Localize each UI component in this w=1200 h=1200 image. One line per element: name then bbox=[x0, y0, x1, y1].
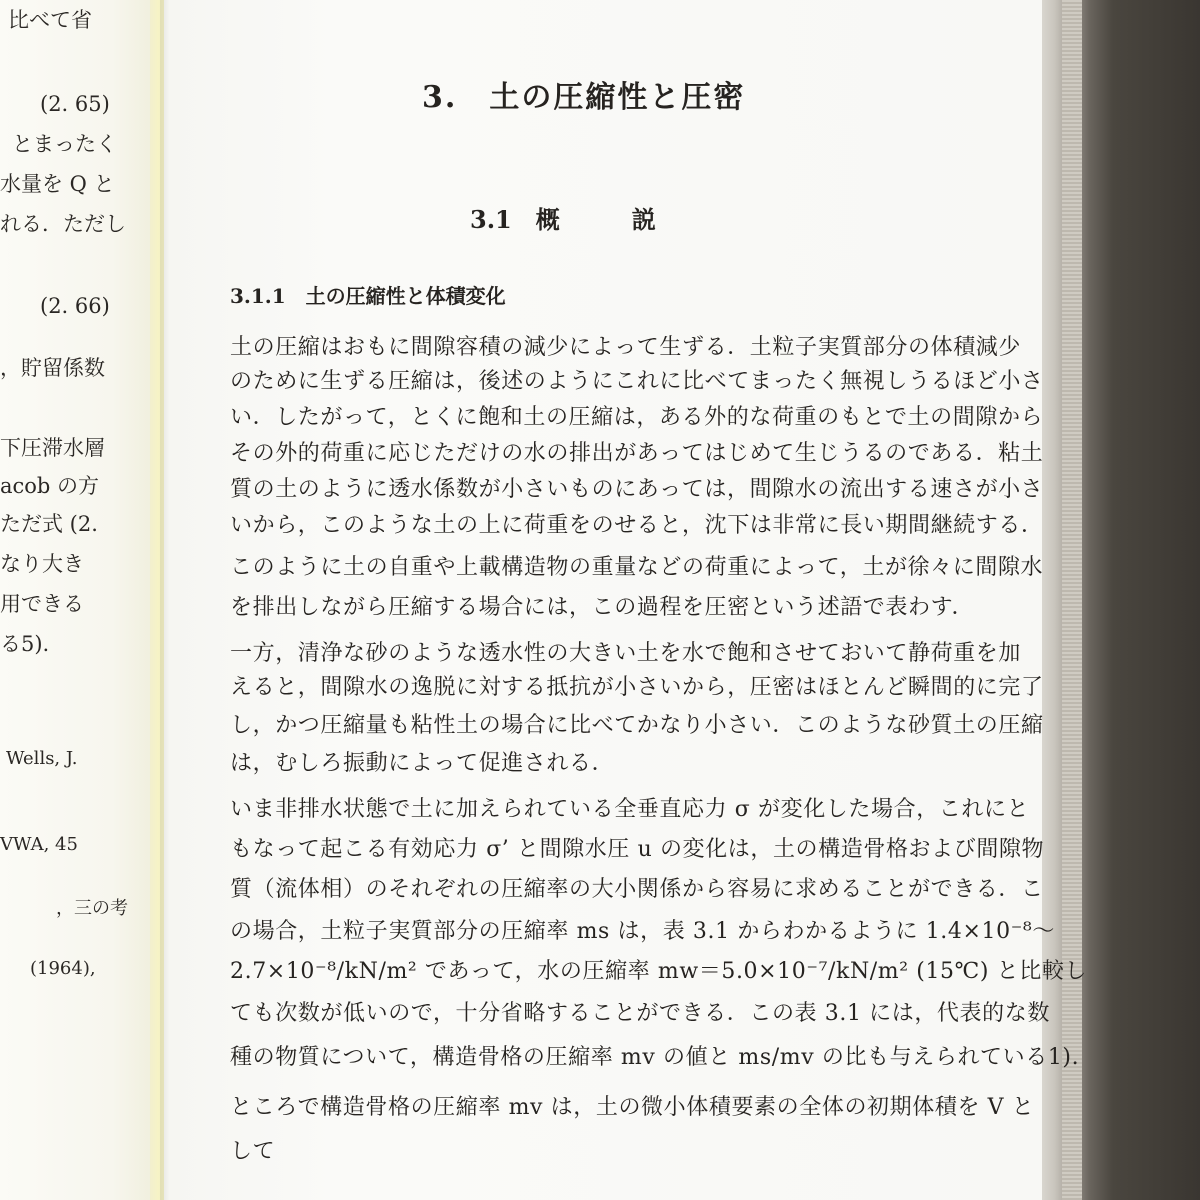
body-line: 質（流体相）のそれぞれの圧縮率の大小関係から容易に求めることができる．こ bbox=[230, 877, 1044, 902]
left-fragment: (1964), bbox=[30, 958, 96, 979]
body-line: は，むしろ振動によって促進される． bbox=[230, 751, 615, 776]
left-fragment: Wells, J. bbox=[6, 748, 78, 769]
left-fragment: 下圧滞水層 bbox=[0, 436, 105, 460]
left-fragment: 比べて省 bbox=[8, 8, 92, 32]
body-line: して bbox=[230, 1139, 276, 1164]
left-fragment: VWA, 45 bbox=[0, 834, 78, 855]
left-fragment: とまったく bbox=[12, 132, 117, 156]
body-line: いから，このような土の上に荷重をのせると，沈下は非常に長い期間継続する． bbox=[230, 513, 1044, 538]
body-line: 土の圧縮はおもに間隙容積の減少によって生ずる．土粒子実質部分の体積減少 bbox=[230, 335, 1022, 360]
body-line: ところで構造骨格の圧縮率 mv は，土の微小体積要素の全体の初期体積を V と bbox=[230, 1095, 1035, 1120]
body-line: ても次数が低いので，十分省略することができる．この表 3.1 には，代表的な数 bbox=[230, 1001, 1050, 1026]
left-fragment: ただ式 (2. bbox=[0, 512, 98, 536]
body-line: を排出しながら圧縮する場合には，この過程を圧密という述語で表わす． bbox=[230, 595, 975, 620]
body-line: もなって起こる有効応力 σ’ と間隙水圧 u の変化は，土の構造骨格および間隙物 bbox=[230, 837, 1045, 862]
body-line: えると，間隙水の逸脱に対する抵抗が小さいから，圧密はほとんど瞬間的に完了 bbox=[230, 675, 1044, 700]
left-fragment: (2. 65) bbox=[40, 92, 110, 116]
body-line: 一方，清浄な砂のような透水性の大きい土を水で飽和させておいて静荷重を加 bbox=[230, 641, 1022, 666]
left-fragment: る5). bbox=[0, 632, 50, 656]
body-line: い．したがって，とくに飽和土の圧縮は，ある外的な荷重のもとで土の間隙から bbox=[230, 405, 1044, 430]
subsection-title: 3.1.1 土の圧縮性と体積変化 bbox=[230, 284, 506, 308]
body-line: し，かつ圧縮量も粘性土の場合に比べてかなり小さい．このような砂質土の圧縮 bbox=[230, 713, 1044, 738]
section-title: 3.1 概 説 bbox=[470, 205, 656, 234]
left-fragment: なり大き bbox=[0, 552, 84, 576]
left-fragment: ，三の考 bbox=[56, 898, 128, 919]
body-line: のために生ずる圧縮は，後述のようにこれに比べてまったく無視しうるほど小さ bbox=[230, 369, 1044, 394]
body-line: このように土の自重や上載構造物の重量などの荷重によって，土が徐々に間隙水 bbox=[230, 555, 1044, 580]
left-fragment: ，貯留係数 bbox=[0, 356, 105, 380]
body-line: 種の物質について，構造骨格の圧縮率 mv の値と ms/mv の比も与えられている1). bbox=[230, 1045, 1080, 1070]
left-fragment: acob の方 bbox=[0, 474, 100, 498]
body-line: いま非排水状態で土に加えられている全垂直応力 σ が変化した場合，これにと bbox=[230, 797, 1030, 822]
chapter-title: 3. 土の圧縮性と圧密 bbox=[422, 80, 746, 115]
left-fragment: れる．ただし bbox=[0, 212, 126, 236]
body-line: 2.7×10⁻⁸/kN/m² であって，水の圧縮率 mw＝5.0×10⁻⁷/kN/m² (15℃) と比較し bbox=[230, 959, 1088, 984]
body-line: その外的荷重に応じただけの水の排出があってはじめて生じうるのである．粘土 bbox=[230, 441, 1044, 466]
body-line: 質の土のように透水係数が小さいものにあっては，間隙水の流出する速さが小さ bbox=[230, 477, 1044, 502]
spine-cloth bbox=[1062, 0, 1082, 1200]
left-fragment: (2. 66) bbox=[40, 294, 110, 318]
body-line: の場合，土粒子実質部分の圧縮率 ms は，表 3.1 からわかるように 1.4×10⁻⁸～ bbox=[230, 919, 1055, 944]
left-page bbox=[0, 0, 160, 1200]
gutter-shadow bbox=[160, 0, 170, 1200]
left-fragment: 用できる bbox=[0, 592, 84, 616]
left-fragment: 水量を Q と bbox=[0, 172, 115, 196]
